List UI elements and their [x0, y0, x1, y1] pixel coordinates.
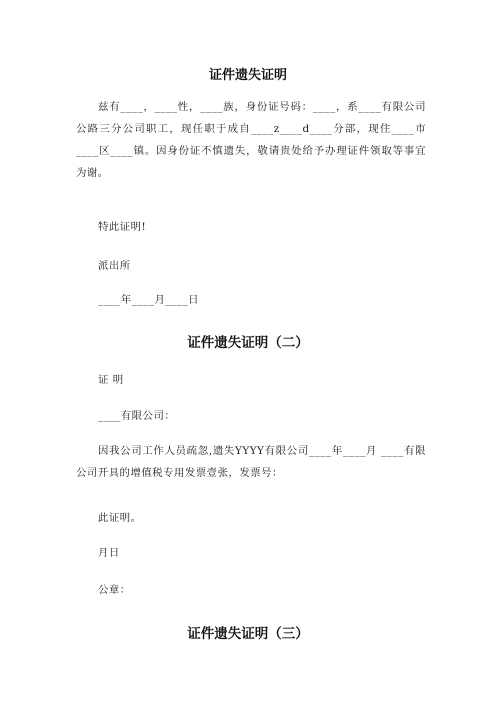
body-paragraph-2: 因我公司工作人员疏忽,遗失YYYY有限公司____年____月 ____有限公司开具的增值税专用发票壹张，发票号： [76, 445, 426, 479]
body-paragraph-1: 兹有____，____性，____族，身份证号码：____，系____有限公司公路三分公司职工，现任职于成自____z____d____分部，现住____市____区____镇。因身份证不慎遗失，敬请贵处给予办理证件领取等事宜为谢。 [76, 101, 426, 179]
addressee-company: ____有限公司： [98, 410, 176, 422]
document-title-2: 证件遗失证明（二） [187, 335, 309, 351]
month-day-line: 月日 [98, 547, 120, 559]
closing-statement: 特此证明! [98, 221, 147, 233]
closing-statement-2: 此证明。 [98, 512, 142, 524]
certificate-heading: 证 明 [98, 374, 124, 386]
document-title-3: 证件遗失证明（三） [187, 626, 309, 642]
recipient-police-station: 派出所 [98, 260, 131, 272]
date-line: ____年____月____日 [98, 294, 200, 306]
document-title-1: 证件遗失证明 [208, 68, 287, 83]
official-seal-line: 公章： [98, 584, 131, 596]
